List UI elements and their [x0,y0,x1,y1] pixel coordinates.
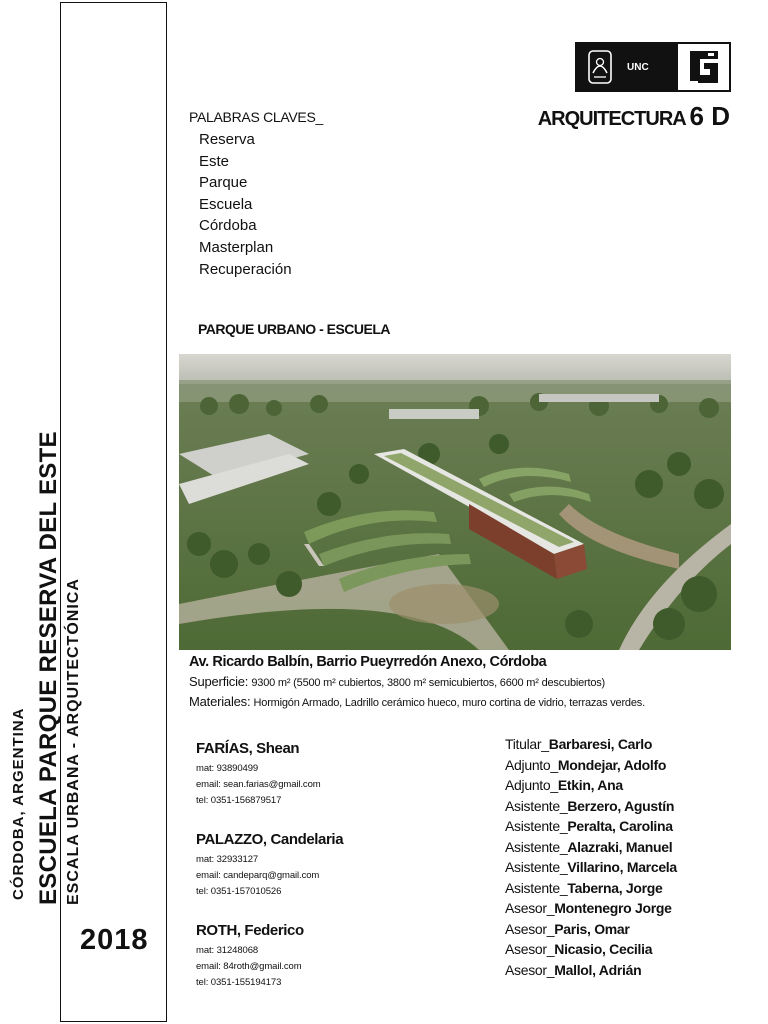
staff-name: Berzero, Agustín [567,797,675,814]
staff-role: Asistente_ [505,879,568,896]
logo-text: UNC [627,61,649,73]
course-label [538,101,730,132]
staff-name: Montenegro Jorge [554,900,672,916]
staff-name: Mondejar, Adolfo [557,756,667,773]
staff-role: Asesor_ [505,920,555,937]
staff-item [505,960,677,981]
aerial-render-image [179,354,731,650]
student-mat: mat: 93890499 [196,763,259,774]
staff-role: Asesor_ [505,941,555,957]
staff-role: Asesor_ [505,961,555,978]
keyword-item: Parque [199,174,248,192]
staff-role: Adjunto_ [505,756,558,773]
student-name: FARÍAS, Shean [196,740,300,757]
course-level: 6 D [689,101,730,131]
surface-value: 9300 m² (5500 m² cubiertos, 3800 m² semicubiertos, 6600 m² descubiertos) [251,677,606,689]
staff-item [505,775,677,796]
student-email: email: 84roth@gmail.com [196,961,302,972]
student-card [196,830,343,900]
student-card [196,739,321,809]
staff-list [505,734,677,980]
student-name: PALAZZO, Candelaria [196,831,344,848]
project-subtitle: ESCALA URBANA - ARQUITECTÓNICA [65,578,82,905]
staff-role: Titular_ [505,736,549,752]
staff-role: Asistente_ [505,859,568,875]
unc-logo [575,42,731,92]
student-name: ROTH, Federico [196,922,304,939]
staff-name: Nicasio, Cecilia [554,941,653,957]
staff-item [505,898,677,919]
student-email: email: sean.farias@gmail.com [196,779,321,790]
faud-mark [678,47,729,87]
staff-item [505,919,677,940]
staff-item [505,796,677,817]
materials-value: Hormigón Armado, Ladrillo cerámico hueco, muro cortina de vidrio, terrazas verdes. [253,697,645,709]
staff-role: Asistente_ [505,818,568,834]
student-tel: tel: 0351-156879517 [196,795,282,806]
keyword-item: Córdoba [199,217,257,235]
staff-name: Etkin, Ana [557,777,623,793]
keyword-item: Reserva [199,131,255,148]
staff-name: Peralta, Carolina [567,818,673,834]
staff-item [505,857,677,878]
faud-logo-icon [684,47,724,87]
student-card [196,921,304,991]
keyword-item: Escuela [199,195,253,213]
staff-name: Barbaresi, Carlo [548,736,653,752]
student-tel: tel: 0351-157010526 [196,886,282,897]
student-mat: mat: 31248068 [196,945,259,956]
surface-label: Superficie: [189,674,249,689]
project-address: Av. Ricardo Balbín, Barrio Pueyrredón Anexo, Córdoba [189,654,547,670]
student-mat: mat: 32933127 [196,854,259,865]
materials-spec [189,694,645,709]
staff-name: Alazraki, Manuel [567,838,673,855]
vertical-title-block [8,431,84,905]
staff-name: Villarino, Marcela [567,859,677,875]
course-name: ARQUITECTURA [537,108,685,130]
university-seal-icon [587,49,613,85]
project-title: ESCUELA PARQUE RESERVA DEL ESTE [35,431,62,905]
student-tel: tel: 0351-155194173 [196,977,282,988]
aerial-render-illustration [179,354,731,650]
surface-spec [189,674,605,689]
staff-item [505,734,677,755]
keyword-item: Masterplan [199,238,274,256]
student-email: email: candeparq@gmail.com [196,870,320,881]
staff-name: Mallol, Adrián [554,961,642,978]
staff-item [505,816,677,837]
staff-role: Asesor_ [505,900,555,916]
staff-name: Paris, Omar [554,920,630,937]
logo-dark-panel [577,44,678,90]
staff-role: Asistente_ [505,838,568,855]
staff-role: Adjunto_ [505,777,558,793]
staff-name: Taberna, Jorge [567,879,663,896]
staff-role: Asistente_ [505,797,568,814]
staff-item [505,878,677,899]
staff-item [505,837,677,858]
materials-label: Materiales: [189,694,251,709]
keywords-title: PALABRAS CLAVES_ [189,109,323,125]
keywords-list [199,129,292,280]
staff-item [505,755,677,776]
keyword-item: Recuperación [199,260,292,278]
country-label: CÓRDOBA, ARGENTINA [10,707,27,900]
staff-item [505,939,677,960]
keyword-item: Este [199,152,230,170]
year-label: 2018 [80,924,149,956]
project-type: PARQUE URBANO - ESCUELA [198,321,391,337]
